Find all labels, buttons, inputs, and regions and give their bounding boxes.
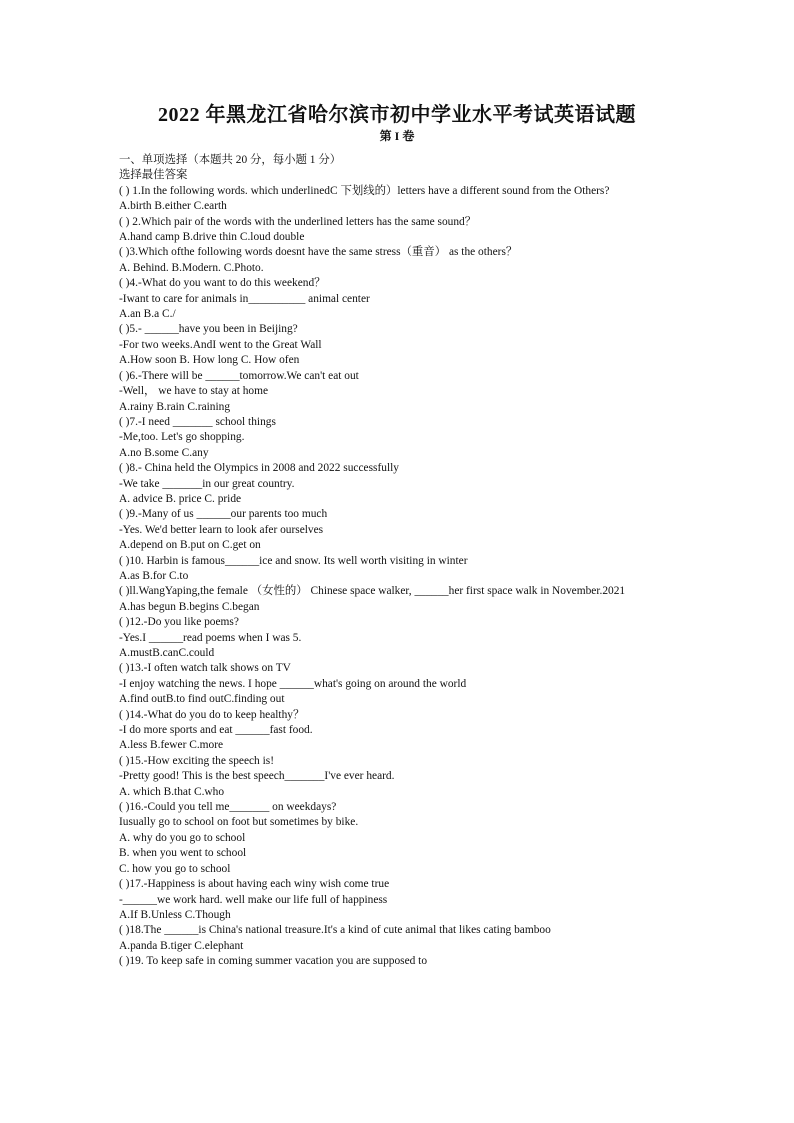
question-16-reply: Iusually go to school on foot but sometimes by bike. <box>119 816 359 829</box>
question-13: ( )13.-I often watch talk shows on TV <box>119 662 291 675</box>
question-4-reply: -Iwant to care for animals in__________ animal center <box>119 292 370 305</box>
options-8: A. advice B. price C. pride <box>119 492 242 505</box>
question-18: ( )18.The ______is China's national treasure.It's a kind of cute animal that likes cating bamboo <box>119 924 551 937</box>
question-17: ( )17.-Happiness is about having each winy wish come true <box>119 878 390 891</box>
question-15: ( )15.-How exciting the speech is! <box>119 754 274 767</box>
options-1: A.birth B.either C.earth <box>119 200 227 213</box>
options-12: A.mustB.canC.could <box>119 647 215 659</box>
options-14: A.less B.fewer C.more <box>119 739 224 752</box>
question-5-reply: -For two weeks.AndI went to the Great Wall <box>119 338 322 351</box>
question-4: ( )4.-What do you want to do this weekend？ <box>119 277 326 290</box>
options-7: A.no B.some C.any <box>119 446 209 459</box>
question-7-reply: -Me,too. Let's go shopping. <box>119 431 245 444</box>
question-14: ( )14.-What do you do to keep healthy？ <box>119 708 305 721</box>
options-2: A.hand camp B.drive thin C.loud double <box>119 231 305 244</box>
options-5: A.How soon B. How long C. How ofen <box>119 354 300 367</box>
question-3: ( )3.Which ofthe following words doesnt have the same stress（重音） as the others？ <box>119 246 518 259</box>
question-9: ( )9.-Many of us ______our parents too much <box>119 508 328 521</box>
options-13: A.find outB.to find outC.finding out <box>119 693 285 706</box>
question-8-reply: -We take _______in our great country. <box>119 477 295 490</box>
question-11: ( )ll.WangYaping,the female （女性的） Chinese space walker, ______her first space walk in November.2021 <box>119 585 626 598</box>
option-16-a: A. why do you go to school <box>119 831 246 844</box>
options-6: A.rainy B.rain C.raining <box>119 400 231 413</box>
question-16: ( )16.-Could you tell me_______ on weekdays? <box>119 801 337 814</box>
question-15-reply: -Pretty good! This is the best speech_______I've ever heard. <box>119 770 395 783</box>
question-7: ( )7.-I need _______ school things <box>119 415 276 428</box>
page-title: 2022 年黑龙江省哈尔滨市初中学业水平考试英语试题 <box>158 104 636 126</box>
question-12: ( )12.-Do you like poems? <box>119 616 239 629</box>
question-19: ( )19. To keep safe in coming summer vacation you are supposed to <box>119 955 428 968</box>
instruction: 选择最佳答案 <box>119 169 188 182</box>
question-1: ( ) 1.In the following words. which underlinedC 下划线的）letters have a different sound from the Others? <box>119 184 610 197</box>
question-14-reply: -I do more sports and eat ______fast food. <box>119 724 313 737</box>
question-10: ( )10. Harbin is famous______ice and snow. Its well worth visiting in winter <box>119 554 468 567</box>
question-8: ( )8.- China held the Olympics in 2008 and 2022 successfully <box>119 462 399 475</box>
options-3: A. Behind. B.Modern. C.Photo. <box>119 261 264 274</box>
options-17: A.If B.Unless C.Though <box>119 908 231 921</box>
question-17-reply: -______we work hard. well make our life full of happiness <box>119 893 388 906</box>
section-heading: 第 I 卷 <box>379 129 415 143</box>
options-18: A.panda B.tiger C.elephant <box>119 939 244 952</box>
question-12-reply: -Yes.I ______read poems when I was 5. <box>119 631 302 644</box>
options-15: A. which B.that C.who <box>119 785 225 798</box>
options-10: A.as B.for C.to <box>119 569 189 582</box>
options-4: A.an B.a C./ <box>119 308 176 321</box>
option-16-b: B. when you went to school <box>119 847 247 860</box>
question-13-reply: -I enjoy watching the news. I hope ______what's going on around the world <box>119 677 467 690</box>
options-11: A.has begun B.begins C.began <box>119 600 260 613</box>
options-9: A.depend on B.put on C.get on <box>119 539 261 552</box>
question-6-reply: -Well， we have to stay at home <box>119 385 269 398</box>
question-2: ( ) 2.Which pair of the words with the underlined letters has the same sound？ <box>119 215 477 228</box>
section-header: 一、单项选择（本题共 20 分，每小题 1 分） <box>119 154 342 166</box>
question-5: ( )5.- ______have you been in Beijing? <box>119 323 298 336</box>
question-6: ( )6.-There will be ______tomorrow.We can't eat out <box>119 369 359 382</box>
question-list <box>119 153 651 970</box>
question-9-reply: -Yes. We'd better learn to look afer ourselves <box>119 523 324 536</box>
option-16-c: C. how you go to school <box>119 862 231 875</box>
